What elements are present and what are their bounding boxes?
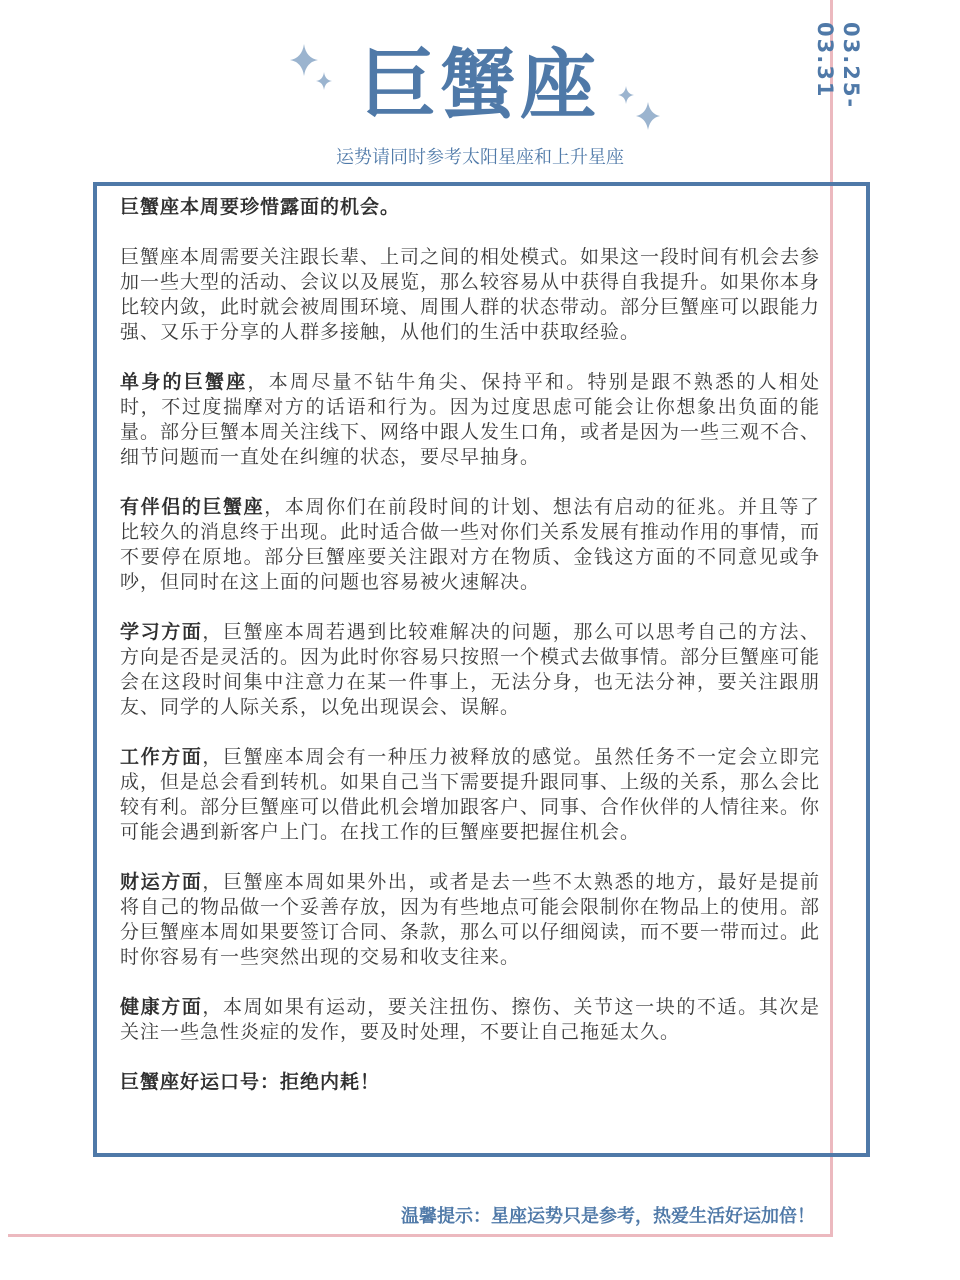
pink-horizontal-line — [8, 1234, 833, 1237]
work-label: 工作方面 — [120, 746, 203, 768]
wealth-paragraph — [120, 870, 820, 970]
study-text: ，巨蟹座本周若遇到比较难解决的问题，那么可以思考自己的方法、方向是否是灵活的。因为此时你容易只按照一个模式去做事情。部分巨蟹座可能会在这段时间集中注意力在某一件事上，无法分身，也无法分神，要关注跟朋友、同学的人际关系，以免出现误会、误解。 — [120, 621, 821, 718]
study-label: 学习方面 — [120, 621, 203, 643]
intro-paragraph — [120, 195, 820, 220]
single-paragraph — [120, 370, 820, 470]
slogan-text: 巨蟹座好运口号：拒绝内耗！ — [120, 1071, 381, 1093]
sparkle-icon — [612, 84, 664, 136]
horoscope-content — [120, 195, 820, 1120]
footer-tip: 温馨提示：星座运势只是参考，热爱生活好运加倍！ — [401, 1206, 815, 1227]
wealth-text: ，巨蟹座本周如果外出，或者是去一些不太熟悉的地方，最好是提前将自己的物品做一个妥善存放，因为有些地点可能会限制你在物品上的使用。部分巨蟹座本周如果要签订合同、条款，那么可以仔细阅读，而不要一带而过。此时你容易有一些突然出现的交易和收支往来。 — [120, 871, 821, 968]
single-label: 单身的巨蟹座 — [120, 371, 248, 393]
single-text: ，本周尽量不钻牛角尖、保持平和。特别是跟不熟悉的人相处时，不过度揣摩对方的话语和行为。因为过度思虑可能会让你想象出负面的能量。部分巨蟹本周关注线下、网络中跟人发生口角，或者是因为一些三观不合、细节问题而一直处在纠缠的状态，要尽早抽身。 — [120, 371, 821, 468]
subtitle: 运势请同时参考太阳星座和上升星座 — [336, 147, 624, 168]
work-text: ，巨蟹座本周会有一种压力被释放的感觉。虽然任务不一定会立即完成，但是总会看到转机。如果自己当下需要提升跟同事、上级的关系，那么会比较有利。部分巨蟹座可以借此机会增加跟客户、同事、合作伙伴的人情往来。你可能会遇到新客户上门。在找工作的巨蟹座要把握住机会。 — [120, 746, 821, 843]
partner-label: 有伴侣的巨蟹座 — [120, 496, 265, 518]
health-text: ，本周如果有运动，要关注扭伤、擦伤、关节这一块的不适。其次是关注一些急性炎症的发作，要及时处理，不要让自己拖延太久。 — [120, 996, 820, 1043]
slogan-paragraph — [120, 1070, 820, 1095]
health-paragraph — [120, 995, 820, 1045]
health-label: 健康方面 — [120, 996, 203, 1018]
study-paragraph — [120, 620, 820, 720]
work-paragraph — [120, 745, 820, 845]
intro-text: 巨蟹座本周要珍惜露面的机会。 — [120, 196, 401, 218]
partner-paragraph — [120, 495, 820, 595]
wealth-label: 财运方面 — [120, 871, 203, 893]
page-title: 巨蟹座 — [360, 40, 600, 129]
date-range: 03.25-03.31 — [813, 22, 863, 110]
general-paragraph: 巨蟹座本周需要关注跟长辈、上司之间的相处模式。如果这一段时间有机会去参加一些大型的活动、会议以及展览，那么较容易从中获得自我提升。如果你本身比较内敛，此时就会被周围环境、周围人群的状态带动。部分巨蟹座可以跟能力强、又乐于分享的人群多接触，从他们的生活中获取经验。 — [120, 246, 821, 343]
partner-text: ，本周你们在前段时间的计划、想法有启动的征兆。并且等了比较久的消息终于出现。此时适合做一些对你们关系发展有推动作用的事情，而不要停在原地。部分巨蟹座要关注跟对方在物质、金钱这方面的不同意见或争吵，但同时在这上面的问题也容易被火速解决。 — [120, 496, 821, 593]
